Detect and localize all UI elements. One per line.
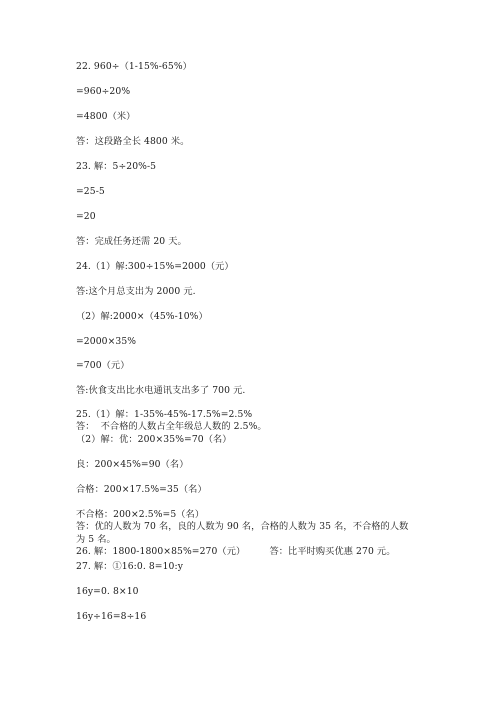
text-line: 答：优的人数为 70 名，良的人数为 90 名，合格的人数为 35 名，不合格的人数	[76, 521, 409, 532]
text-line: 22. 960÷（1-15%-65%）	[76, 61, 192, 72]
text-line: 合格：200×17.5%=35（名）	[76, 484, 207, 495]
text-line: =4800（米）	[76, 111, 136, 122]
text-line: 良：200×45%=90（名）	[76, 459, 189, 470]
text-line: （2）解：优：200×35%=70（名）	[76, 434, 232, 445]
text-line: 答： 不合格的人数占全年级总人数的 2.5%。	[76, 421, 267, 432]
text-line: 答:这个月总支出为 2000 元.	[76, 286, 196, 297]
text-line: =20	[76, 211, 96, 222]
text-line: 答：完成任务还需 20 天。	[76, 236, 187, 247]
text-line: 为 5 名。	[76, 534, 116, 545]
text-line: 16y÷16=8÷16	[76, 611, 147, 622]
text-line: =960÷20%	[76, 86, 131, 97]
text-line: =700（元）	[76, 360, 130, 371]
text-line: 25.（1）解：1-35%-45%-17.5%=2.5%	[76, 409, 253, 420]
text-line: =25-5	[76, 186, 105, 197]
text-line: 27. 解：①16:0. 8=10:y	[76, 561, 183, 572]
text-line: （2）解:2000×（45%-10%）	[76, 311, 208, 322]
text-line: 23. 解：5÷20%-5	[76, 161, 157, 172]
text-line: 不合格：200×2.5%=5（名）	[76, 509, 205, 520]
text-line: 24.（1）解:300÷15%=2000（元）	[76, 261, 234, 272]
text-line: 答:伙食支出比水电通讯支出多了 700 元.	[76, 385, 246, 396]
text-line: 26. 解：1800-1800×85%=270（元） 答：比平时购买优惠 270 元。	[76, 546, 396, 557]
text-line: 答：这段路全长 4800 米。	[76, 136, 190, 147]
text-line: 16y=0. 8×10	[76, 586, 139, 597]
text-line: =2000×35%	[76, 336, 137, 347]
